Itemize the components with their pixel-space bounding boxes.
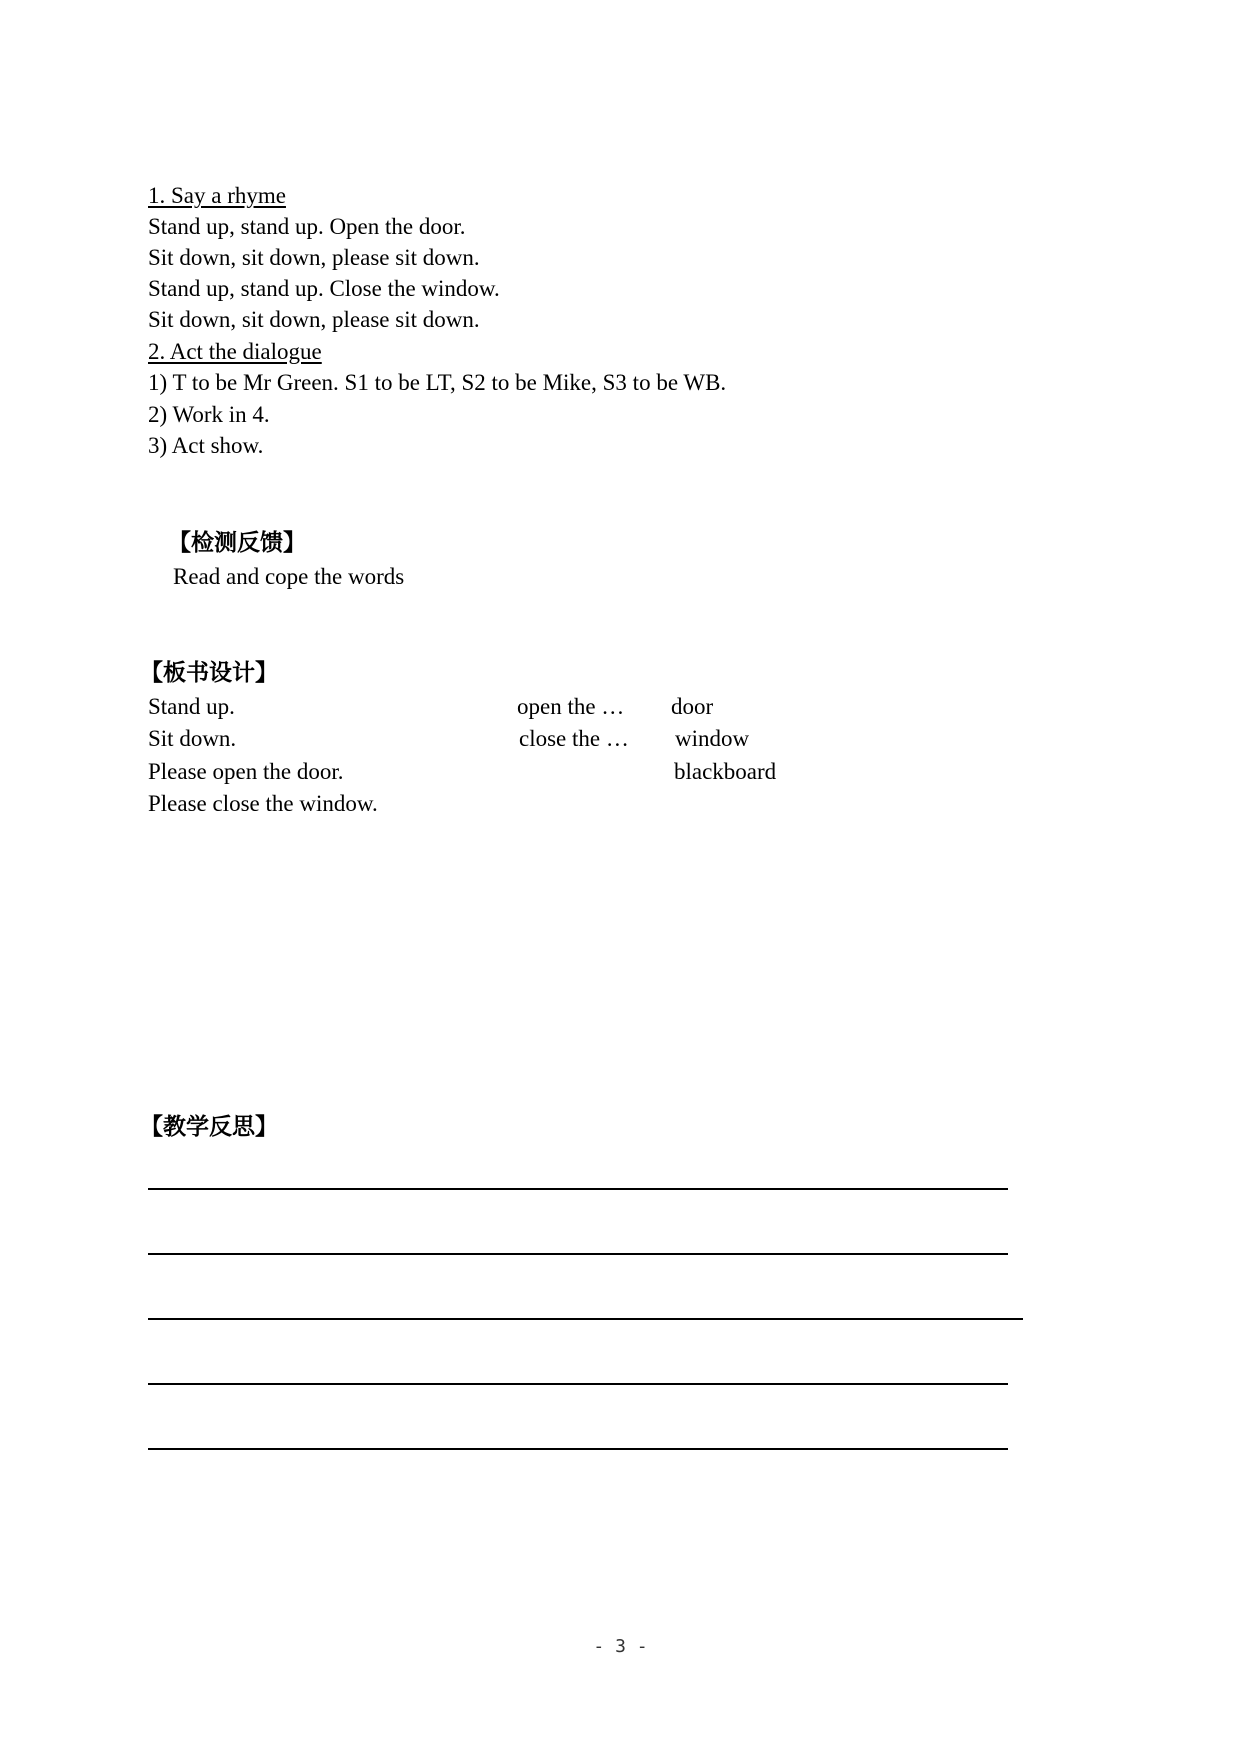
feedback-text: Read and cope the words [173, 564, 405, 589]
rhyme-title: 1. Say a rhyme [148, 183, 286, 208]
writing-line [148, 1253, 1008, 1255]
board-left-item: Please open the door. [148, 759, 344, 784]
reflection-heading: 【教学反思】 [140, 1114, 278, 1140]
board-right-item: blackboard [674, 759, 777, 784]
writing-line [148, 1448, 1008, 1450]
dialogue-line: 3) Act show. [148, 433, 264, 458]
board-left-item: Sit down. [148, 726, 237, 751]
writing-line [148, 1383, 1008, 1385]
rhyme-line: Stand up, stand up. Close the window. [148, 276, 500, 301]
rhyme-line: Sit down, sit down, please sit down. [148, 245, 480, 270]
feedback-heading: 【检测反馈】 [168, 530, 306, 556]
board-middle-item: close the … [519, 726, 629, 751]
board-right-item: window [675, 726, 750, 751]
dialogue-line: 1) T to be Mr Green. S1 to be LT, S2 to be Mike, S3 to be WB. [148, 370, 727, 395]
page-number: - 3 - [593, 1636, 648, 1657]
writing-line [148, 1318, 1023, 1320]
board-left-item: Stand up. [148, 694, 235, 719]
rhyme-line: Stand up, stand up. Open the door. [148, 214, 466, 239]
board-middle-item: open the … [517, 694, 625, 719]
board-right-item: door [671, 694, 714, 719]
dialogue-line: 2) Work in 4. [148, 402, 270, 427]
board-heading: 【板书设计】 [140, 660, 278, 686]
rhyme-line: Sit down, sit down, please sit down. [148, 307, 480, 332]
writing-line [148, 1188, 1008, 1190]
board-left-item: Please close the window. [148, 791, 378, 816]
dialogue-title: 2. Act the dialogue [148, 339, 322, 364]
